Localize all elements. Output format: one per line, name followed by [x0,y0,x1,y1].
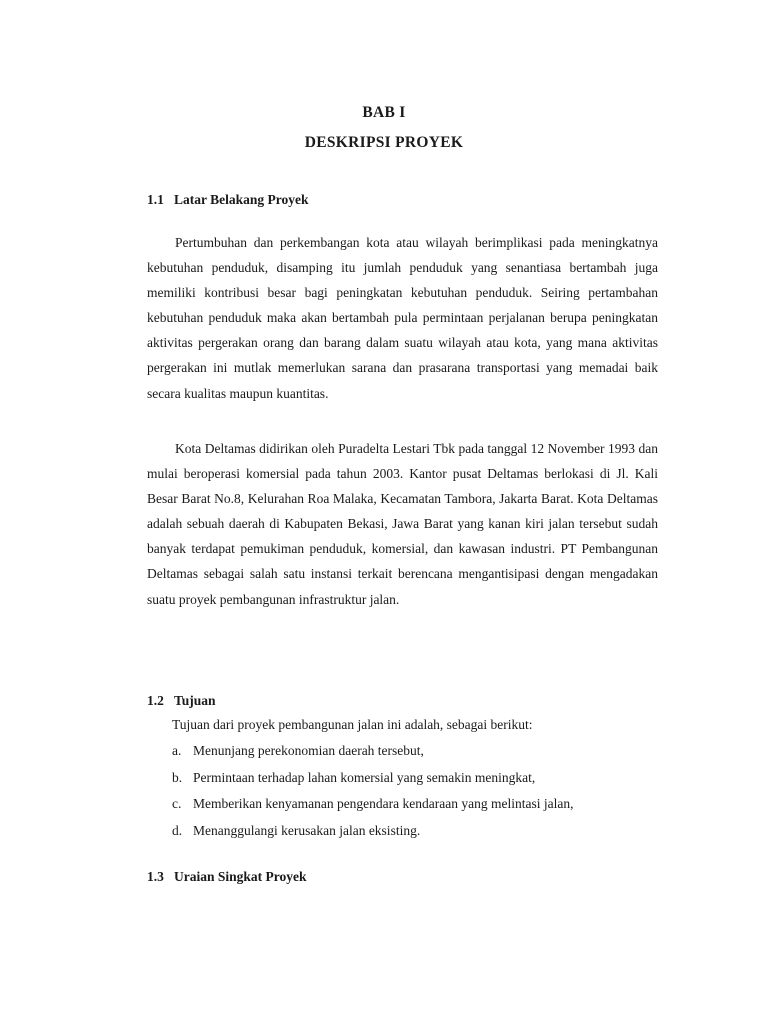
list-item [172,765,573,792]
list-item-text: Menanggulangi kerusakan jalan eksisting. [193,822,421,838]
list-marker: c. [172,796,182,811]
section-title: Tujuan [174,693,216,708]
list-item [172,791,573,818]
section-title: Latar Belakang Proyek [174,192,309,207]
list-item-text: Memberikan kenyamanan pengendara kendaraan yang melintasi jalan, [193,796,574,811]
list-marker: b. [172,769,183,785]
list-item [172,738,573,765]
list-marker: d. [172,822,183,838]
objectives-intro: Tujuan dari proyek pembangunan jalan ini adalah, sebagai berikut: [172,717,533,732]
objectives-list [172,738,573,844]
chapter-title: DESKRIPSI PROYEK [304,134,464,151]
chapter-number: BAB I [362,104,406,121]
list-item-text: Permintaan terhadap lahan komersial yang semakin meningkat, [193,769,536,785]
section-heading-1-1 [147,192,309,208]
list-item-text: Menunjang perekonomian daerah tersebut, [193,743,424,758]
section-number: 1.2 [147,693,164,708]
section-heading-1-2 [147,693,216,709]
paragraph-background-1: Pertumbuhan dan perkembangan kota atau wilayah berimplikasi pada meningkatnya kebutuhan penduduk, disamping itu jumlah penduduk yang senantiasa bertambah juga memiliki kontribusi besar bagi peningkatan kebutuhan penduduk. Seiring pertambahan kebutuhan penduduk maka akan bertambah pula permintaan perjalanan berupa peningkatan aktivitas pergerakan orang dan barang dalam suatu wilayah atau kota, yang mana aktivitas pergerakan ini mutlak memerlukan sarana dan prasarana transportasi yang memadai baik secara kualitas maupun kuantitas. [147,235,658,401]
section-title: Uraian Singkat Proyek [174,869,307,884]
list-item [172,818,573,845]
list-marker: a. [172,743,182,758]
section-number: 1.1 [147,192,164,207]
section-heading-1-3 [147,869,307,885]
paragraph-background-2: Kota Deltamas didirikan oleh Puradelta Lestari Tbk pada tanggal 12 November 1993 dan mulai beroperasi komersial pada tahun 2003. Kantor pusat Deltamas berlokasi di Jl. Kali Besar Barat No.8, Kelurahan Roa Malaka, Kecamatan Tambora, Jakarta Barat. Kota Deltamas adalah sebuah daerah di Kabupaten Bekasi, Jawa Barat yang kanan kiri jalan tersebut sudah banyak terdapat pemukiman penduduk, komersial, dan kawasan industri. PT Pembangunan Deltamas sebagai salah satu instansi terkait berencana mengantisipasi dengan mengadakan suatu proyek pembangunan infrastruktur jalan. [147,441,658,607]
section-number: 1.3 [147,869,164,884]
